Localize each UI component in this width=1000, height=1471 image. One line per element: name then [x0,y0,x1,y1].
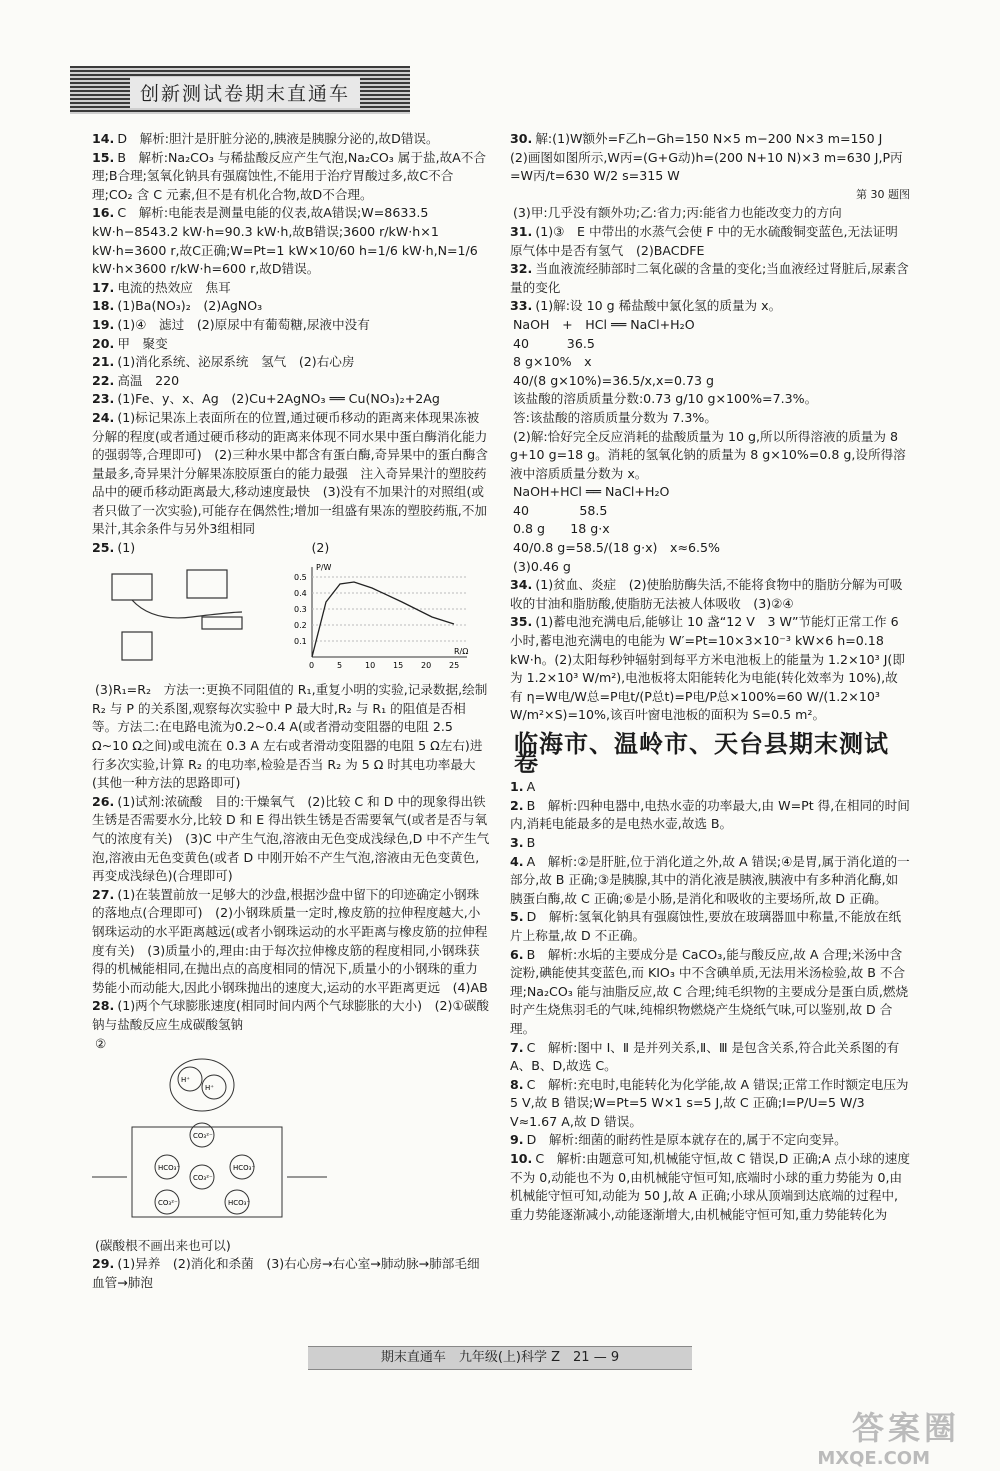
answer-item [510,297,910,316]
answer-text: (3)R₁=R₂ 方法一:更换不同阻值的 R₁,重复小明的实验,记录数据,绘制 R₂ 与 P 的关系图,观察每次实验中 P 最大时,R₂ 与 R₁ 的阻值是否相等。方法二:在电路电流为0.2~0.4 A(或者滑动变阻器的电阻 2.5 Ω~10 Ω之间)或电流在 0.3 A 左右或者滑动变阻器的电阻 5 Ω左右)进行多次实验,计算 R₂ 的电功率,检验是否当 R₂ 为 5 Ω 时其电功率最大(其他一种方法的思路即可) [92,682,488,791]
q25-figures [92,562,490,678]
y-tick-label: 0.3 [294,604,307,614]
ion-label: CO₃²⁻ [158,1199,178,1208]
answer-text: (1)④ 滤过 (2)原尿中有葡萄糖,尿液中没有 [117,316,370,332]
answer-text: C 解析:电能表是测量电能的仪表,故A错误;W=8633.5 kW·h−8543.2 kW·h=90.3 kW·h,故B错误;3600 r/kW·h×1 kW·h=3600 r,故C正确;W=Pt=1 kW×10/60 h=1/6 kW·h,N=1/6 kW·h×3600 r/kW·h=600 r,故D错误。 [92,205,478,277]
answer-text: B 解析:四种电器中,电热水壶的功率最大,由 W=Pt 得,在相同的时间内,消耗电能最多的是电热水壶,故选 B。 [510,797,910,832]
answer-number: 18. [92,298,115,314]
ion-label: H⁺ [181,1076,190,1085]
y-tick-label: 0.4 [294,588,307,598]
answer-text: (1)蓄电池充满电后,能够让 10 盏“12 V 3 W”节能灯正常工作 6 小时,蓄电池充满电的电能为 W′=Pt=10×3×10⁻³ kW×6 h=0.18 kW·h。(2)太阳每秒钟辐射到每平方米电池板上的能量为 1.2×10³ J(即为 1.2×10³ W/m²),电池板将太阳能转化为电能(转化效率为 10%),故有 η=W电/W总=P电t/(P总t)=P电/P总×100%=60 W/(1.2×10³ W/m²×S)=10%,该百叶窗电池板的面积为 S=0.5 m²。 [510,614,905,723]
answer-item [510,1150,910,1224]
q25-svg [92,562,472,672]
voltmeter-icon [112,574,152,600]
header-title: 创新测试卷期末直通车 [130,77,360,108]
answer-number: 9. [510,1132,524,1148]
answer-text: C 解析:图中 Ⅰ、Ⅱ 是并列关系,Ⅱ、Ⅲ 是包含关系,符合此关系图的有 A、B、D,故选 C。 [510,1039,900,1074]
answer-text: (1)两个气球膨胀速度(相同时间内两个气球膨胀的大小) (2)①碳酸钠与盐酸反应生成碳酸氢钠 [92,998,489,1032]
answer-text: B 解析:Na₂CO₃ 与稀盐酸反应产生气泡,Na₂CO₃ 属于盐,故A不合理;B合理;氢氧化钠具有强腐蚀性,不能用于治疗胃酸过多,故C不合理;CO₂ 含 C 元素,但不是有机化合物,故D不合理。 [92,149,486,202]
answer-number: 14. [92,131,115,146]
answer-item [510,778,910,797]
answer-text: B 解析:水垢的主要成分是 CaCO₃,能与酸反应,故 A 合理;米汤中含淀粉,碘能使其变蓝色,而 KIO₃ 中不含碘单质,无法用米汤检验,故 B 不合理;Na₂CO₃ 能与油脂反应,故 C 合理;纯毛织物的主要成分是蛋白质,燃烧时产生烧焦羽毛的气味,纯棉织物燃烧产生烧纸气味,可以鉴别,故 D 合理。 [510,946,909,1036]
answer-item [92,1035,490,1054]
x-tick-label: 25 [449,660,460,670]
answer-item [92,886,490,998]
answer-text: (1)解:设 10 g 稀盐酸中氯化氢的质量为 x。 [535,298,782,314]
answer-number: 19. [92,316,115,332]
watermark-logo: 答案圈 [851,1409,960,1447]
answer-item [510,502,910,521]
answer-text: 40 58.5 [513,502,608,518]
q30-figure-caption: 第 30 题图 [856,187,910,201]
header-bars-decoration [378,66,448,114]
answer-number: 32. [510,261,533,277]
answer-text: D 解析:氢氧化钠具有强腐蚀性,要放在玻璃器皿中称量,不能放在纸片上称量,故 D 不正确。 [510,909,902,943]
answer-item [510,260,910,297]
y-tick-label: 0.2 [294,620,307,630]
answer-item [510,520,910,539]
answer-text: (2)解:恰好完全反应消耗的盐酸质量为 10 g,所以所得溶液的质量为 8 g+10 g=18 g。消耗的氢氧化钠的质量为 8 g×10%=0.8 g,设所得溶液中溶质质量分数为 x。 [510,428,906,481]
answer-number: 17. [92,279,115,295]
answer-number: 24. [92,409,115,425]
wire-icon [132,600,242,618]
answer-number: 16. [92,205,115,221]
answer-text: 答:该盐酸的溶质质量分数为 7.3%。 [513,409,717,425]
answer-item [510,576,910,613]
answer-item [510,353,910,372]
answer-item [92,297,490,316]
answer-item [92,997,490,1034]
answer-number: 25. [92,540,115,556]
answer-text: (1)消化系统、泌尿系统 氢气 (2)右心房 [117,354,355,370]
battery-icon [122,632,152,660]
answer-number: 6. [510,946,524,962]
answer-item [510,483,910,502]
y-tick-label: 0.1 [294,636,307,646]
answer-number: 10. [510,1151,533,1167]
answer-text: D 解析:细菌的耐药性是原本就存在的,属于不定向变异。 [526,1132,847,1148]
answer-number: 29. [92,1256,115,1272]
answer-text: A 解析:②是肝脏,位于消化道之外,故 A 错误;④是胃,属于消化道的一部分,故 B 正确;③是胰腺,其中的消化液是胰液,胰液中有多种消化酶,如胰蛋白酶,故 C 正确;⑥是小肠,是消化和吸收的主要场所,故 D 正确。 [510,853,910,906]
resistor-icon [202,617,242,629]
answer-number: 22. [92,372,115,388]
answer-item [510,946,910,1039]
answer-text: (碳酸根不画出来也可以) [95,1237,231,1253]
answer-number: 27. [92,886,115,902]
section-title: 临海市、温岭市、天台县期末测试卷 [514,730,889,777]
answer-text: 8 g×10% x [513,354,592,370]
answer-text: (1)Ba(NO₃)₂ (2)AgNO₃ [117,298,263,314]
answer-text: 高温 220 [117,372,180,388]
answer-item [510,223,910,260]
answer-text: A [526,779,536,795]
x-tick-label: 5 [337,660,343,670]
answer-item [510,834,910,853]
answer-item [92,149,490,205]
watermark-url: MXQE.COM [817,1448,930,1469]
answer-item [92,390,490,409]
ion-label: H⁺ [205,1084,214,1093]
q28-beaker-figure [92,1057,490,1233]
answer-item [510,316,910,335]
answer-number: 28. [92,998,115,1014]
answer-text: 40/0.8 g=58.5/(18 g·x) x≈6.5% [513,540,721,556]
answer-item [510,613,910,725]
answer-item [92,681,490,793]
answer-text: (1)异养 (2)消化和杀菌 (3)右心房→右心室→肺动脉→肺部毛细血管→肺泡 [92,1256,480,1290]
answer-text: (1)③ E 中带出的水蒸气会使 F 中的无水硫酸铜变蓝色,无法证明原气体中是否有氢气 (2)BACDFE [510,223,898,258]
answer-text: NaOH+HCl ══ NaCl+H₂O [513,484,670,500]
answer-item [510,1131,910,1150]
answer-number: 1. [510,779,524,795]
y-axis-label: P/W [316,562,332,572]
ion-label: CO₃²⁻ [193,1174,213,1183]
page-footer: 期末直通车 九年级(上)科学 Z 21 — 9 [308,1346,692,1370]
answer-number: 3. [510,834,524,850]
answer-text: 0.8 g 18 g·x [513,521,610,537]
answer-text: 解:(1)W额外=F乙h−Gh=150 N×5 m−200 N×3 m=150 J (2)画图如图所示,W丙=(G+G动)h=(200 N+10 N)×3 m=630 J,P丙=W丙/t=630 W/2 s=315 W [510,131,903,184]
answer-item [92,335,490,354]
answer-item [92,204,490,278]
answer-number: 30. [510,131,533,146]
answer-text: (1) (2) [117,540,330,556]
power-graph [294,563,468,670]
answer-text: ② [95,1035,107,1051]
answer-number: 23. [92,391,115,407]
answer-item [510,428,910,484]
beaker-icon [132,1127,282,1217]
answer-item [92,130,490,149]
circuit-diagram [112,570,242,660]
answer-item [92,316,490,335]
ammeter-icon [187,570,227,598]
answer-text: (3)0.46 g [513,558,571,574]
answer-number: 31. [510,223,533,239]
answer-number: 26. [92,793,115,809]
answer-item [92,353,490,372]
answer-number: 33. [510,298,533,314]
answer-number: 5. [510,909,524,925]
answer-text: B [526,834,536,850]
right-column [510,130,910,1224]
answer-number: 4. [510,853,524,869]
answer-item [510,1076,910,1132]
x-tick-label: 10 [365,660,376,670]
x-axis-label: R/Ω [454,646,469,656]
answer-text: (1)标记果冻上表面所在的位置,通过硬币移动的距离来体现果冻被分解的程度(或者通过硬币移动的距离来体现不同水果中蛋白酶消化能力的强弱等,合理即可) (2)三种水果中都含有蛋白酶,奇异果中的蛋白酶含量最多,奇异果汁分解果冻胶原蛋白的能力最强 注入奇异果汁的塑胶药品中的硬币移动距离最大,移动速度最快 (3)没有不加果汁的对照组(或者只做了一次实验),可能存在偶然性;增加一组盛有果冻的塑胶药瓶,不加果汁,其余条件与另外3组相同 [92,409,488,537]
answer-item [92,409,490,539]
answer-text: 电流的热效应 焦耳 [117,279,231,295]
answer-item [510,1039,910,1076]
answer-text: C 解析:由题意可知,机械能守恒,故 C 错误,D 正确;A 点小球的速度不为 0,动能也不为 0,由机械能守恒可知,底端时小球的重力势能为 0,由机械能守恒可知,动能为 50 J,故 A 正确;小球从顶端到达底端的过程中,重力势能逐渐减小,动能逐渐增大,由机械能守恒可知,重力势能转化为 [510,1151,910,1222]
answer-item [510,797,910,834]
answer-item [510,204,910,223]
answer-text: 40/(8 g×10%)=36.5/x,x=0.73 g [513,372,714,388]
ion-label: HCO₃⁻ [228,1199,251,1208]
answer-text: D 解析:胆汁是肝脏分泌的,胰液是胰腺分泌的,故D错误。 [117,131,439,146]
left-column [92,130,490,1293]
answer-item [510,390,910,409]
answer-item [510,558,910,577]
answer-item [510,908,910,945]
ion-label: CO₃²⁻ [193,1132,213,1141]
answer-item [92,539,490,558]
answer-text: 当血液流经肺部时二氧化碳的含量的变化;当血液经过肾脏后,尿素含量的变化 [510,261,909,295]
answer-item [510,335,910,354]
x-tick-label: 20 [421,660,432,670]
answer-item [510,130,910,186]
answer-text: (1)试剂:浓硫酸 目的:干燥氧气 (2)比较 C 和 D 中的现象得出铁生锈是否需要水分,比较 D 和 E 得出铁生锈是否需要氧气(或者是否与氧气的浓度有关) (3)C 中产生气泡,溶液由无色变成浅绿色,D 中不产生气泡,溶液由无色变黄色(或者 D 中刚开始不产生气泡,溶液由无色变黄色,再变成浅绿色)(合理即可) [92,793,490,884]
answer-number: 21. [92,354,115,370]
answer-number: 8. [510,1076,524,1092]
answer-text: (1)贫血、炎症 (2)使胎肪酶失活,不能将食物中的脂肪分解为可吸收的甘油和脂肪酸,使脂肪无法被人体吸收 (3)②④ [510,577,903,611]
answer-number: 15. [92,149,115,165]
header-banner [70,66,410,114]
x-tick-label: 0 [309,660,315,670]
ion-label: HCO₃⁻ [158,1164,181,1173]
answer-item [510,539,910,558]
answer-item [92,372,490,391]
answer-item [510,372,910,391]
answer-text: (1)在装置前放一足够大的沙盘,根据沙盘中留下的印迹确定小钢珠的落地点(合理即可) (2)小钢珠质量一定时,橡皮筋的拉伸程度越大,小钢珠运动的水平距离越远(或者小钢珠运动的水平距离与橡皮筋的拉伸程度有关) (3)质量小的,理由:由于每次拉伸橡皮筋的程度相同,小钢珠获得的机械能相同,在抛出点的高度相同的情况下,质量小的小钢珠的重力势能小而动能大,因此小钢珠抛出的速度大,运动的水平距离更远 (4)AB [92,886,488,995]
answer-item [510,409,910,428]
answer-number: 35. [510,614,533,630]
y-tick-label: 0.5 [294,572,307,582]
answer-number: 20. [92,335,115,351]
answer-item [92,1237,490,1256]
answer-text: (3)甲:几乎没有额外功;乙:省力;丙:能省力也能改变力的方向 [513,205,842,221]
answer-number: 34. [510,577,533,593]
q28-svg [92,1057,332,1227]
answer-text: NaOH + HCl ══ NaCl+H₂O [513,316,695,332]
answer-number: 7. [510,1039,524,1055]
answer-item [92,1255,490,1292]
answer-text: (1)Fe、y、x、Ag (2)Cu+2AgNO₃ ══ Cu(NO₃)₂+2Ag [117,391,440,407]
answer-text: 甲 聚变 [117,335,168,351]
answer-item [510,853,910,909]
answer-item [92,793,490,886]
x-tick-label: 15 [393,660,404,670]
ion-label: HCO₃⁻ [233,1164,256,1173]
answer-number: 2. [510,797,524,813]
answer-text: 该盐酸的溶质质量分数:0.73 g/10 g×100%=7.3%。 [513,391,818,407]
answer-item [92,279,490,298]
answer-text: 40 36.5 [513,335,595,351]
answer-text: C 解析:充电时,电能转化为化学能,故 A 错误;正常工作时额定电压为 5 V,故 B 错误;W=Pt=5 W×1 s=5 J,故 C 正确;I=P/U=5 W/3 V≈1.67 A,故 D 错误。 [510,1076,909,1129]
